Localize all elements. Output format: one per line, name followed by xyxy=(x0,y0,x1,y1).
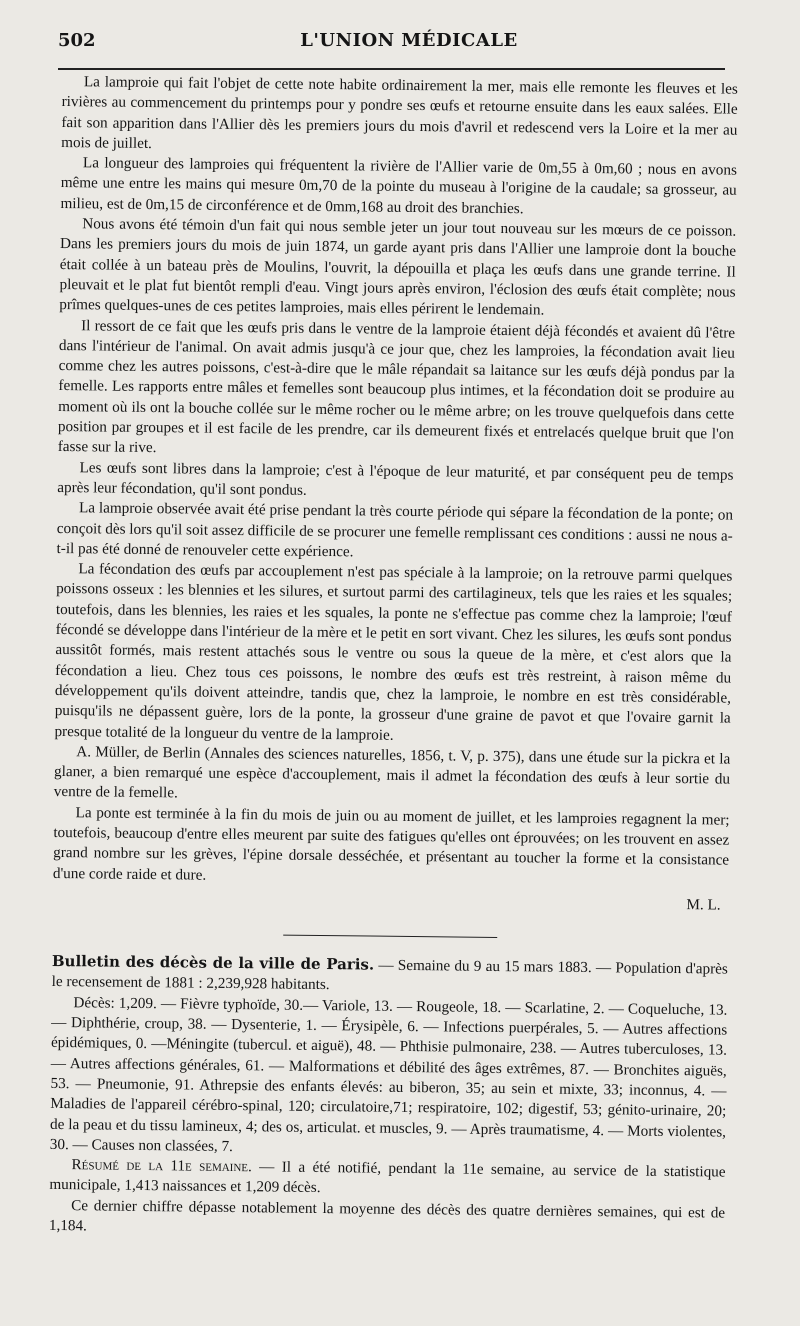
article-paragraph-2: La longueur des lamproies qui fréquentent la rivière de l'Allier varie de 0m,55 à 0m,60 ; nous en avons même une entre les mains qui mesure 0m,70 de la pointe du museau à l'origine de la caudale; sa grosseur, au milieu, est de 0m,15 de circonférence et de 0mm,168 au droit des branchies. xyxy=(60,154,738,218)
running-title: L'UNION MÉDICALE xyxy=(300,30,518,51)
header-rule xyxy=(58,68,725,70)
article-paragraph-9: La ponte est terminée à la fin du mois de juin ou au moment de juillet, et les lamproies regagnent la mer; toutefois, beaucoup d'entre elles meurent par suite des fatigues qu'elles ont éprouvées; on les trouvent en assez grand nombre sur les grèves, l'épine dorsale desséchée, et présentant au toucher la forme et la consistance d'une corde raide et dure. xyxy=(52,803,730,884)
article-paragraph-8: A. Müller, de Berlin (Annales des sciences naturelles, 1856, t. V, p. 375), dans une étude sur la pickra et la glaner, a bien remarqué une espèce d'accouplement, mais il admet la fécondation des œufs à leur sortie du ventre de la femelle. xyxy=(53,743,731,802)
article-paragraph-6: La lamproie observée avait été prise pendant la très courte période qui sépare la fécondation de la ponte; on conçoit dès lors qu'il soit assez difficile de se procurer une femelle remplissant ces conditions : aussi ne nous a-t-il pas été donné de renouveler cette expérience. xyxy=(56,499,734,561)
article-paragraph-5: Les œufs sont libres dans la lamproie; c'est à l'époque de leur maturité, et par conséquent peu de temps après leur fécondation, qu'il sont pondus. xyxy=(57,458,734,499)
article-signature: M. L. xyxy=(686,896,721,914)
section-separator xyxy=(283,935,497,938)
bulletin-title: Bulletin des décès de la ville de Paris. xyxy=(51,952,375,974)
article-paragraph-3: Nous avons été témoin d'un fait qui nous semble jeter un jour tout nouveau sur les mœurs de ce poisson. Dans les premiers jours du mois de juin 1874, un garde ayant pris dans l'Allier une lamproie dont la bouche était collée à un bateau près de Moulins, l'ouvrit, la dépouilla et plaça les œufs dans une grande terrine. Il pleuvait et le plat fut bientôt rempli d'eau. Vingt jours après environ, l'éclosion des œufs était complète; nous prîmes quelques-unes de ces petites lamproies, mais elles périrent le lendemain. xyxy=(59,215,737,319)
bulletin-closing: Ce dernier chiffre dépasse notablement la moyenne des décès des quatre dernières semaines, qui est de 1,184. xyxy=(48,1196,726,1235)
page-header xyxy=(58,30,760,54)
article-paragraph-7: La fécondation des œufs par accouplement n'est pas spéciale à la lamproie; on la retrouve parmi quelques poissons osseux : les blennies et les silures, et surtout parmi des cartilagineux, tels que les raies et les squales; toutefois, dans les blennies, les raies et les squales, la ponte ne s'effectue pas comme chez la lamproie; l'œuf fécondé se développe dans l'intérieur de la mère et le petit en sort vivant. Chez les silures, les œufs sont pondus aussitôt formés, mais restent attachés sous le ventre ou sous la queue de la mère, et c'est alors que la fécondation a lieu. Chez tous ces poissons, le nombre des œufs est très restreint, à raison même du développement qu'ils doivent atteindre, tandis que, chez la lamproie, le nombre en est très considérable, puisqu'ils ne dépassent guère, lors de la ponte, la grosseur d'une graine de pavot et que l'ovaire garnit la presque totalité de la longueur du ventre de la lamproie. xyxy=(54,560,733,744)
resume-text: — Il a été notifié, pendant la 11e semaine, au service de la statistique municipale, 1,413 naissances et 1,209 décès. xyxy=(49,1158,726,1197)
article-paragraph-1: La lamproie qui fait l'objet de cette note habite ordinairement la mer, mais elle remonte les fleuves et les rivières au commencement du printemps pour y pondre ses œufs et retourne ensuite dans les eaux salées. Elle fait son apparition dans l'Allier dès les premiers jours du mois d'avril et redescend vers la Loire et la mer au mois de juillet. xyxy=(61,73,738,152)
resume-label: Résumé de la 11e semaine. xyxy=(71,1156,252,1176)
bulletin-heading xyxy=(52,951,728,1000)
article-paragraph-4: Il ressort de ce fait que les œufs pris dans le ventre de la lamproie étaient déjà fécondés et avaient dû l'être dans l'intérieur de l'animal. On avait admis jusqu'à ce jour que, chez les lamproies, la fécondation avait lieu comme chez les autres poissons, c'est-à-dire que le mâle répandait sa laitance sur les œufs déjà pondus par la femelle. Les rapports entre mâles et femelles sont beaucoup plus intimes, et la fécondation doit se produire au moment où ils ont la bouche collée sur le même rocher ou le même arbre; on les trouve quelquefois dans cette position par groupes et il est facile de les prendre, car ils demeurent fixés et entrelacés quelque bruit que l'on fasse sur la rive. xyxy=(57,316,736,457)
bulletin-intro: — Semaine du 9 au 15 mars 1883. — Population d'après le recensement de 1881 : 2,239,928 habitants. xyxy=(51,956,728,994)
article-body xyxy=(49,72,738,1244)
page-number: 502 xyxy=(58,30,96,51)
bulletin-deaths: Décès: 1,209. — Fièvre typhoïde, 30.— Variole, 13. — Rougeole, 18. — Scarlatine, 2. — Coqueluche, 13. — Diphthérie, croup, 38. — Dysenterie, 1. — Érysipèle, 6. — Infections puerpérales, 5. — Autres affections épidémiques, 0. —Méningite (tubercul. et aiguë), 48. — Phthisie pulmonaire, 238. — Autres tuberculoses, 13. — Autres affections générales, 61. — Malformations et débilité des âges extrêmes, 87. — Bronchites aiguës, 53. — Pneumonie, 91. Athrepsie des enfants élevés: au biberon, 35; au sein et mixte, 33; inconnus, 4. — Maladies de l'appareil cérébro-spinal, 120; circulatoire,71; respiratoire, 102; digestif, 53; génito-urinaire, 20; de la peau et du tissu lamineux, 4; des os, articulat. et muscles, 9. — Après traumatisme, 4. — Morts violentes, 30. — Causes non classées, 7. xyxy=(49,993,728,1155)
